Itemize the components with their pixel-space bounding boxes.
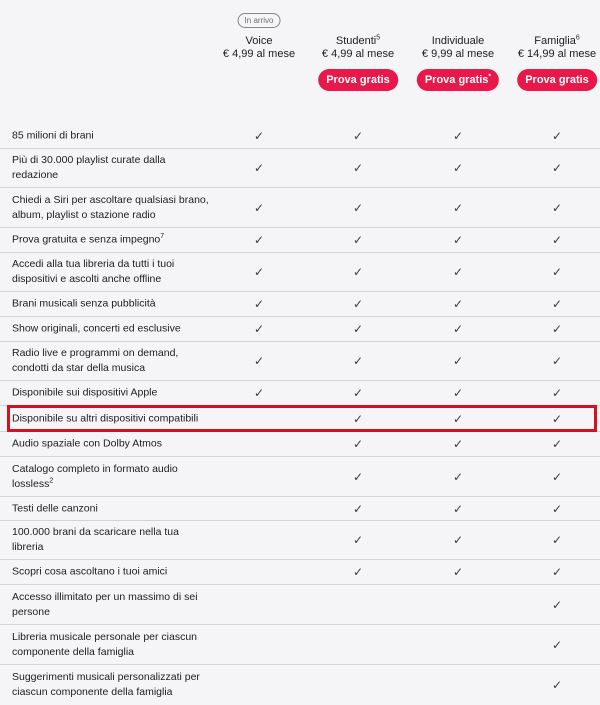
checkmark-icon: ✓ (551, 565, 563, 579)
checkmark-icon: ✓ (551, 386, 563, 400)
plans-header (0, 0, 600, 112)
checkmark-icon: ✓ (253, 200, 265, 215)
checkmark-icon: ✓ (253, 129, 265, 143)
checkmark-icon: ✓ (551, 129, 563, 143)
checkmark-icon: ✓ (551, 469, 563, 484)
checkmark-icon: ✓ (253, 386, 265, 400)
checkmark-icon: ✓ (452, 533, 464, 547)
checkmark-icon: ✓ (352, 501, 364, 516)
checkmark-icon: ✓ (352, 533, 364, 547)
table-row (0, 149, 600, 188)
checkmark-icon: ✓ (253, 297, 265, 311)
checkmark-icon: ✓ (452, 129, 464, 143)
feature-label: Disponibile su altri dispositivi compatibili (12, 412, 199, 424)
feature-label: Prova gratuita e senza impegno$^7$ (12, 233, 165, 246)
plan-price: € 4,99 al mese (222, 48, 296, 60)
table-row (0, 457, 600, 497)
checkmark-icon: ✓ (551, 233, 563, 247)
checkmark-icon: ✓ (551, 411, 563, 426)
plan-name: Voice (245, 35, 273, 47)
free-trial-button[interactable]: Prova gratis (517, 69, 597, 91)
checkmark-icon: ✓ (452, 297, 464, 311)
checkmark-icon: ✓ (352, 322, 364, 336)
feature-label: Show originali, concerti ed esclusive (12, 322, 181, 335)
checkmark-icon: ✓ (253, 161, 265, 175)
table-row (0, 124, 600, 149)
checkmark-icon: ✓ (352, 200, 364, 215)
table-row (0, 228, 600, 253)
plan-name: Famiglia$^6$ (534, 34, 580, 47)
table-row (0, 342, 600, 381)
feature-label: 85 milioni di brani (12, 129, 94, 142)
checkmark-icon: ✓ (452, 265, 464, 279)
feature-label: Audio spaziale con Dolby Atmos (12, 437, 162, 450)
feature-label: Accesso illimitato per un massimo di sei persone (12, 590, 198, 618)
free-trial-button[interactable]: Prova gratis (318, 69, 398, 91)
feature-label: 100.000 brani da scaricare nella tua libreria (12, 526, 179, 553)
checkmark-icon: ✓ (551, 265, 563, 279)
checkmark-icon: ✓ (452, 437, 464, 451)
checkmark-icon: ✓ (452, 565, 464, 579)
checkmark-icon: ✓ (452, 501, 464, 516)
checkmark-icon: ✓ (551, 677, 563, 692)
feature-label: Libreria musicale personale per ciascun componente della famiglia (12, 630, 198, 658)
checkmark-icon: ✓ (452, 411, 464, 426)
feature-label: Disponibile sui dispositivi Apple (12, 386, 158, 399)
checkmark-icon: ✓ (352, 161, 364, 175)
plan-column-2 (410, 0, 506, 100)
checkmark-icon: ✓ (452, 200, 464, 215)
checkmark-icon: ✓ (352, 411, 364, 426)
checkmark-icon: ✓ (253, 322, 265, 336)
checkmark-icon: ✓ (551, 637, 563, 652)
checkmark-icon: ✓ (551, 437, 563, 451)
checkmark-icon: ✓ (352, 297, 364, 311)
checkmark-icon: ✓ (452, 161, 464, 175)
plan-column-0 (211, 0, 307, 100)
table-row (0, 585, 600, 625)
plan-price: € 14,99 al mese (517, 48, 597, 60)
checkmark-icon: ✓ (352, 437, 364, 451)
checkmark-icon: ✓ (551, 161, 563, 175)
plan-price: € 9,99 al mese (421, 48, 495, 60)
checkmark-icon: ✓ (551, 297, 563, 311)
checkmark-icon: ✓ (352, 233, 364, 247)
checkmark-icon: ✓ (253, 354, 265, 368)
feature-label: Suggerimenti musicali personalizzati per ciascun componente della famiglia (12, 670, 200, 698)
table-row (0, 292, 600, 317)
table-row (0, 188, 600, 228)
checkmark-icon: ✓ (452, 322, 464, 336)
table-row (0, 317, 600, 342)
coming-soon-badge: In arrivo (238, 13, 281, 28)
table-row (0, 521, 600, 560)
checkmark-icon: ✓ (352, 354, 364, 368)
checkmark-icon: ✓ (551, 501, 563, 516)
plan-name: Studenti$^5$ (335, 34, 381, 47)
table-row (0, 406, 600, 432)
checkmark-icon: ✓ (352, 565, 364, 579)
checkmark-icon: ✓ (452, 386, 464, 400)
feature-label: Testi delle canzoni (12, 502, 98, 514)
feature-label: Chiedi a Siri per ascoltare qualsiasi brano, album, playlist o stazione radio (12, 193, 209, 221)
checkmark-icon: ✓ (551, 322, 563, 336)
checkmark-icon: ✓ (452, 233, 464, 247)
table-row (0, 497, 600, 521)
checkmark-icon: ✓ (551, 533, 563, 547)
plan-price: € 4,99 al mese (321, 48, 395, 60)
feature-label: Radio live e programmi on demand, condotti da star della musica (12, 347, 179, 374)
table-row (0, 253, 600, 292)
feature-label: Catalogo completo in formato audio lossless$^2$ (12, 462, 178, 490)
checkmark-icon: ✓ (551, 597, 563, 612)
table-row (0, 381, 600, 406)
feature-label: Scopri cosa ascoltano i tuoi amici (12, 565, 168, 578)
plan-name: Individuale (431, 35, 485, 47)
table-row (0, 665, 600, 704)
checkmark-icon: ✓ (352, 129, 364, 143)
checkmark-icon: ✓ (352, 469, 364, 484)
feature-label: Accedi alla tua libreria da tutti i tuoi dispositivi e ascolti anche offline (12, 258, 175, 285)
checkmark-icon: ✓ (551, 200, 563, 215)
table-row (0, 625, 600, 665)
checkmark-icon: ✓ (352, 386, 364, 400)
plan-column-1 (310, 0, 406, 100)
feature-label: Più di 30.000 playlist curate dalla redazione (12, 154, 166, 181)
feature-label: Brani musicali senza pubblicità (12, 297, 156, 310)
checkmark-icon: ✓ (253, 233, 265, 247)
checkmark-icon: ✓ (452, 354, 464, 368)
checkmark-icon: ✓ (452, 469, 464, 484)
checkmark-icon: ✓ (551, 354, 563, 368)
table-row (0, 560, 600, 585)
free-trial-button[interactable]: Prova gratis* (417, 69, 499, 91)
checkmark-icon: ✓ (253, 265, 265, 279)
plan-column-3 (509, 0, 600, 100)
checkmark-icon: ✓ (352, 265, 364, 279)
table-row (0, 432, 600, 457)
